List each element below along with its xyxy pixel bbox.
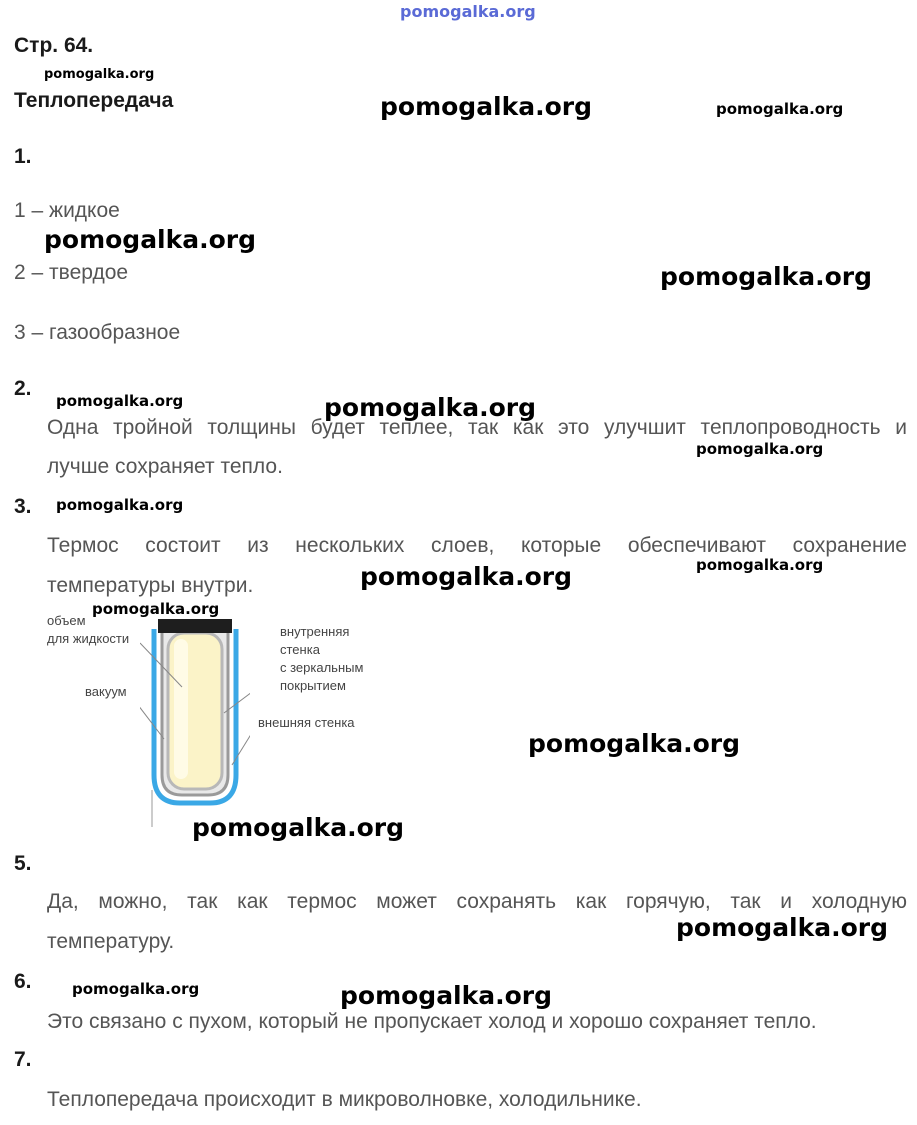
page-title: Теплопередача	[14, 89, 174, 112]
watermark: pomogalka.org	[44, 67, 155, 82]
answer-5-line: температуру.	[47, 930, 175, 953]
watermark: pomogalka.org	[44, 225, 257, 254]
watermark: pomogalka.org	[340, 981, 553, 1010]
watermark: pomogalka.org	[92, 600, 220, 618]
watermark: pomogalka.org	[72, 980, 200, 998]
answer-2-line: Одна тройной толщины будет теплее, так как это улучшит теплопроводность и	[47, 416, 907, 439]
watermark: pomogalka.org	[528, 729, 741, 758]
answer-2-line: лучше сохраняет тепло.	[47, 455, 283, 478]
watermark: pomogalka.org	[360, 562, 573, 591]
watermark: pomogalka.org	[380, 92, 593, 121]
label-vacuum: вакуум	[85, 684, 127, 699]
watermark: pomogalka.org	[56, 496, 184, 514]
watermark: pomogalka.org	[696, 556, 824, 574]
label-inner-wall: внутренняя стенка с зеркальным покрытием	[280, 624, 364, 693]
watermark: pomogalka.org	[716, 100, 844, 118]
question-1-number: 1.	[14, 145, 32, 168]
liquid-highlight	[174, 639, 188, 779]
watermark: pomogalka.org	[660, 262, 873, 291]
label-outer-wall: внешняя стенка	[258, 715, 355, 730]
watermark: pomogalka.org	[696, 440, 824, 458]
answer-3-line: Термос состоит из нескольких слоев, которые обеспечивают сохранение	[47, 534, 907, 557]
answer-1-item: 1 – жидкое	[14, 199, 120, 222]
page-reference: Стр. 64.	[14, 34, 94, 57]
answer-5-line: Да, можно, так как термос может сохранять как горячую, так и холодную	[47, 890, 907, 913]
answer-1-item: 3 – газообразное	[14, 321, 181, 344]
thermos-cap	[158, 619, 232, 633]
answer-7-line: Теплопередача происходит в микроволновке, холодильнике.	[47, 1088, 642, 1111]
label-volume: объем для жидкости	[47, 613, 130, 646]
question-3-number: 3.	[14, 495, 32, 518]
question-2-number: 2.	[14, 377, 32, 400]
watermark: pomogalka.org	[676, 913, 889, 942]
answer-1-item: 2 – твердое	[14, 261, 129, 284]
question-7-number: 7.	[14, 1048, 32, 1071]
question-6-number: 6.	[14, 970, 32, 993]
watermark: pomogalka.org	[324, 393, 537, 422]
top-watermark[interactable]: pomogalka.org	[400, 2, 536, 21]
watermark: pomogalka.org	[192, 813, 405, 842]
watermark: pomogalka.org	[56, 392, 184, 410]
answer-3-line: температуры внутри.	[47, 574, 254, 597]
thermos-diagram	[140, 615, 250, 835]
answer-6-line: Это связано с пухом, который не пропускает холод и хорошо сохраняет тепло.	[47, 1010, 817, 1033]
question-5-number: 5.	[14, 852, 32, 875]
